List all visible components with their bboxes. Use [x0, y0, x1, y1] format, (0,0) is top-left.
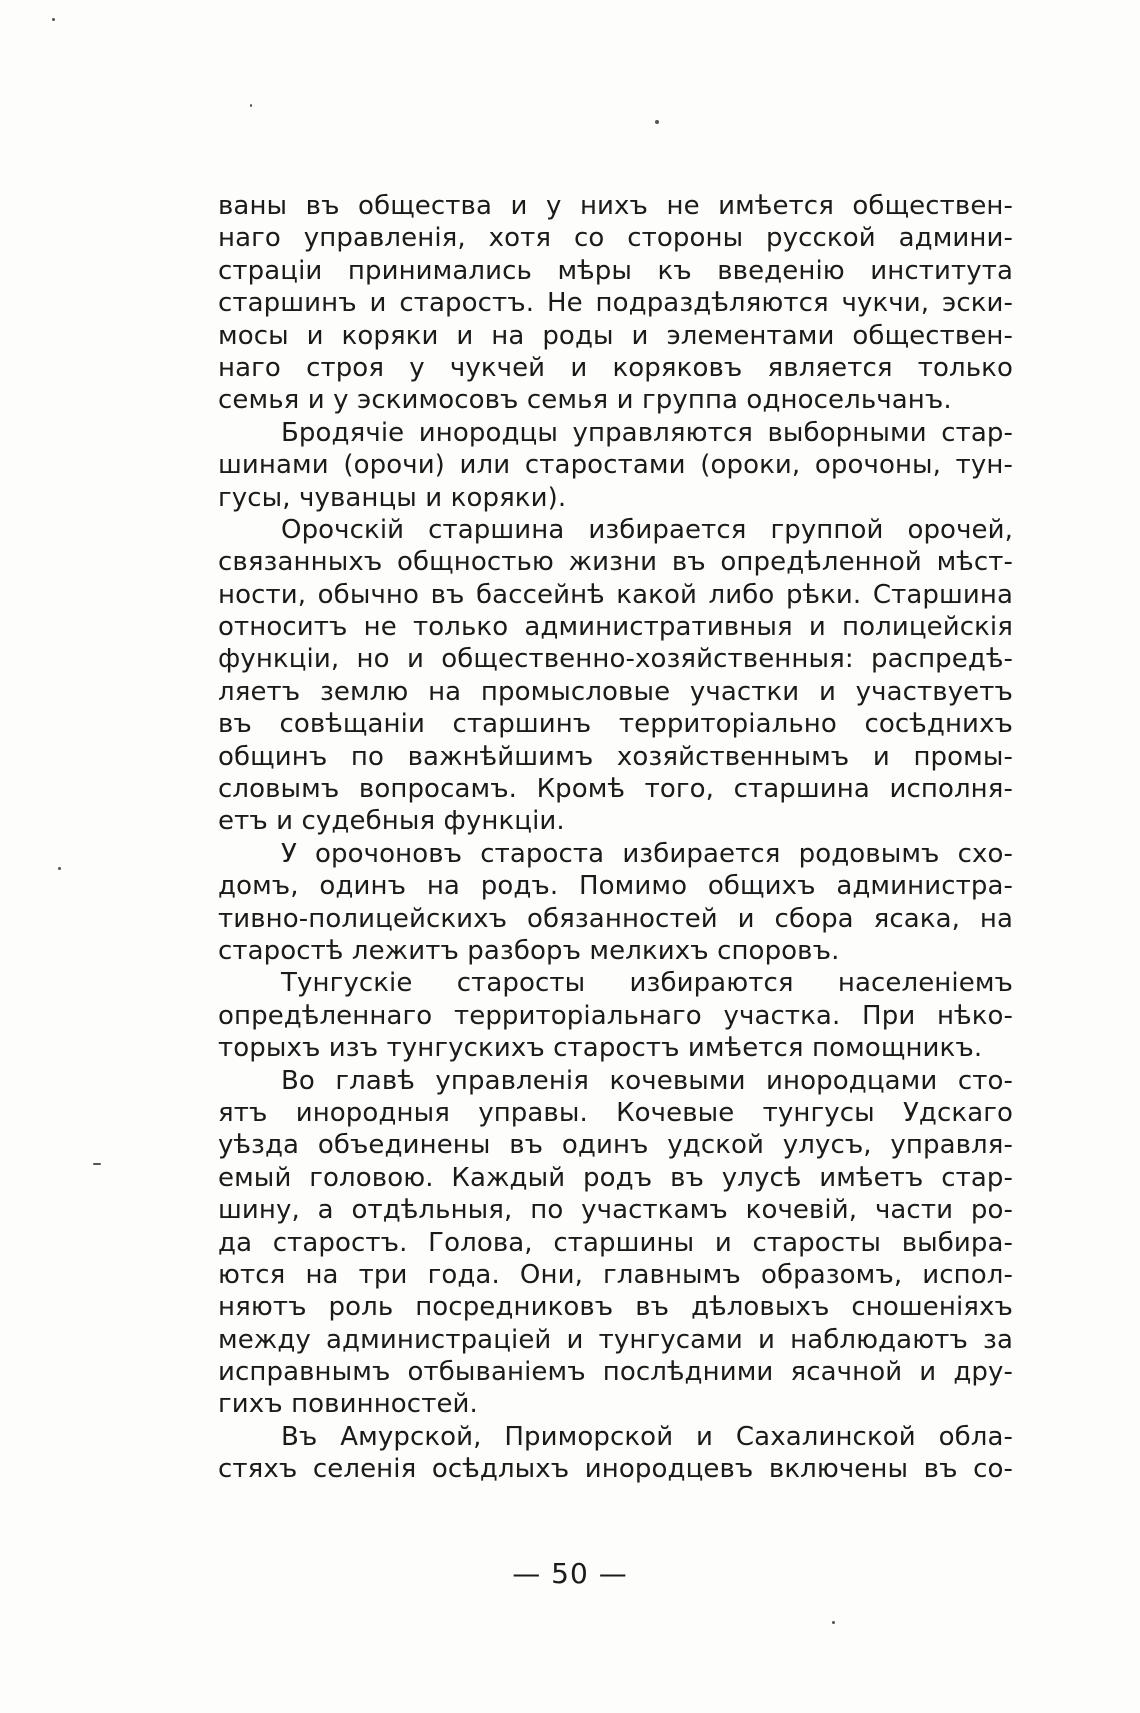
text-line: ваны въ общества и у нихъ не имѣется обществен- [218, 191, 1013, 221]
text-line: етъ и судебныя функціи. [218, 806, 565, 837]
text-line: функціи, но и общественно-хозяйственныя: распредѣ- [218, 644, 1013, 675]
text-line: старшинъ и старостъ. Не подраздѣляются чукчи, эски- [218, 288, 1013, 319]
text-line: емый головою. Каждый родъ въ улусѣ имѣетъ стар- [218, 1162, 1013, 1193]
paragraph [218, 1421, 1013, 1486]
text-line: Бродячіе инородцы управляются выборными стар- [281, 417, 1013, 448]
text-line: гихъ повинностей. [218, 1389, 478, 1420]
paragraph [218, 190, 1013, 417]
text-line: стяхъ селенія осѣдлыхъ инородцевъ включены въ со- [218, 1454, 1013, 1485]
text-line: уѣзда объединены въ одинъ удской улусъ, управля- [218, 1130, 1013, 1161]
text-line: шину, а отдѣльныя, по участкамъ кочевій, части ро- [218, 1195, 1013, 1226]
text-line: домъ, одинъ на родъ. Помимо общихъ администра- [218, 871, 1013, 902]
text-line: ности, обычно въ бассейнѣ какой либо рѣки. Старшина [218, 579, 1013, 610]
text-line: наго строя у чукчей и коряковъ является только [218, 352, 1013, 383]
text-line: торыхъ изъ тунгускихъ старостъ имѣется помощникъ. [218, 1033, 983, 1064]
text-line: Въ Амурской, Приморской и Сахалинской обла- [281, 1421, 1013, 1452]
scan-speck [58, 867, 61, 870]
scan-speck [655, 120, 659, 124]
text-line: шинами (орочи) или старостами (ороки, орочоны, тун- [218, 450, 1013, 481]
body-text [218, 190, 1013, 1486]
paragraph [218, 514, 1013, 838]
text-line: старостѣ лежитъ разборъ мелкихъ споровъ. [218, 935, 840, 966]
text-line: связанныхъ общностью жизни въ опредѣленной мѣст- [218, 547, 1013, 578]
scan-speck [250, 104, 252, 107]
page-number: — 50 — [512, 1557, 628, 1590]
text-line: ются на три года. Они, главнымъ образомъ, испол- [218, 1259, 1013, 1290]
text-line: мосы и коряки и на роды и элементами обществен- [218, 320, 1013, 351]
text-line: Во главѣ управленія кочевыми инородцами сто- [281, 1065, 1013, 1096]
paragraph [218, 417, 1013, 514]
text-line: да старостъ. Голова, старшины и старосты выбира- [218, 1227, 1013, 1258]
text-line: страціи принимались мѣры къ введенію института [218, 255, 1013, 286]
paragraph [218, 967, 1013, 1064]
text-line: Орочскій старшина избирается группой орочей, [281, 514, 1013, 545]
text-line: опредѣленнаго территоріальнаго участка. При нѣко- [218, 1000, 1013, 1031]
paragraph [218, 1065, 1013, 1421]
scan-speck [832, 1621, 835, 1624]
text-line: У орочоновъ староста избирается родовымъ схо- [281, 838, 1013, 869]
paragraph [218, 838, 1013, 968]
text-line: ятъ инородныя управы. Кочевые тунгусы Удскаго [218, 1097, 1013, 1128]
text-line: между администраціей и тунгусами и наблюдаютъ за [218, 1324, 1013, 1355]
scan-speck [93, 1163, 101, 1165]
text-line: ляетъ землю на промысловые участки и участвуетъ [218, 676, 1013, 707]
text-line: исправнымъ отбываніемъ послѣдними ясачной и дру- [218, 1357, 1013, 1388]
text-line: словымъ вопросамъ. Кромѣ того, старшина исполня- [218, 774, 1013, 805]
text-line: въ совѣщаніи старшинъ территоріально сосѣднихъ [218, 709, 1013, 740]
text-line: няютъ роль посредниковъ въ дѣловыхъ сношеніяхъ [218, 1292, 1013, 1323]
scan-speck [52, 18, 55, 21]
text-line: наго управленія, хотя со стороны русской админи- [218, 223, 1013, 254]
text-line: гусы, чуванцы и коряки). [218, 482, 567, 513]
text-line: семья и у эскимосовъ семья и группа односельчанъ. [218, 385, 952, 416]
text-line: тивно-полицейскихъ обязанностей и сбора ясака, на [218, 903, 1013, 934]
text-line: Тунгускіе старосты избираются населеніемъ [281, 968, 1013, 999]
text-line: относитъ не только административныя и полицейскія [218, 612, 1013, 643]
text-line: общинъ по важнѣйшимъ хозяйственнымъ и промы- [218, 741, 1013, 772]
